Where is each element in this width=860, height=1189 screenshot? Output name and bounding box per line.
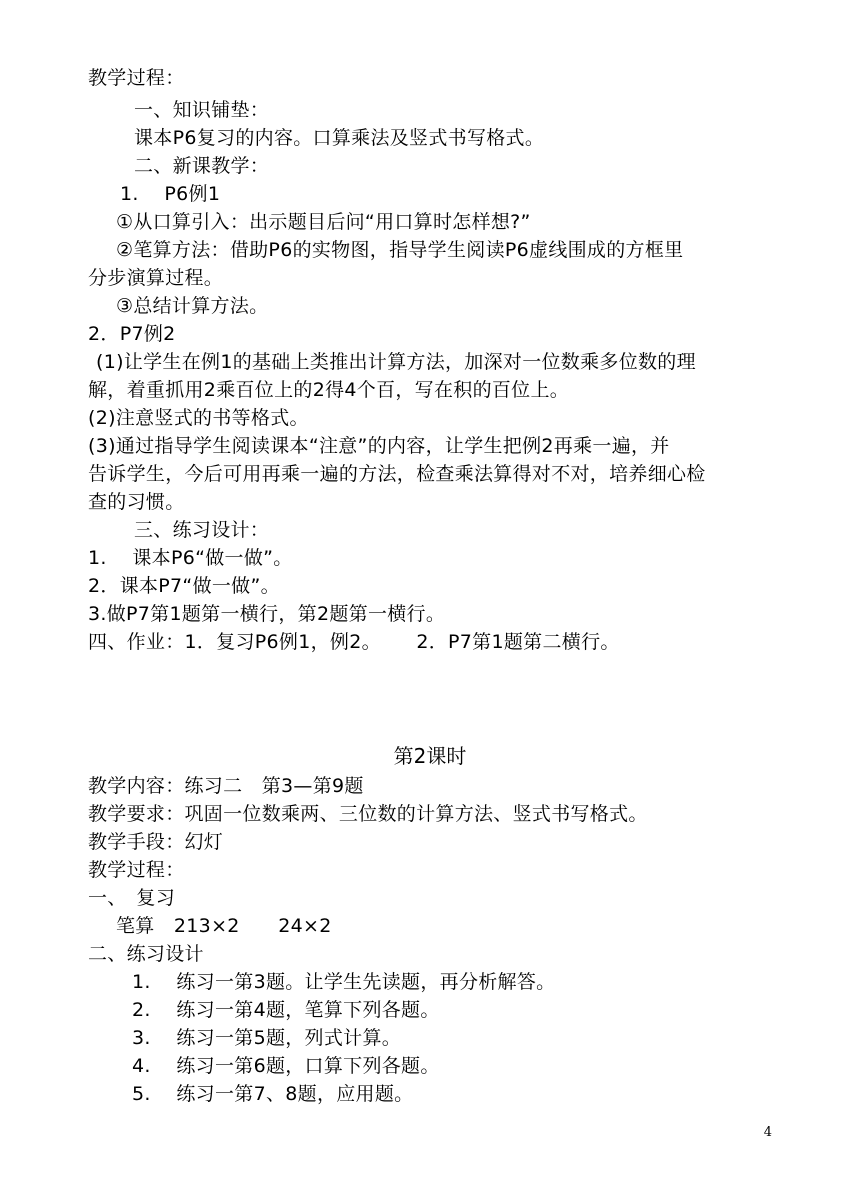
homework: 四、作业：1．复习P6例1，例2。 2．P7第1题第二横行。 <box>88 631 620 653</box>
item2-c-line2: 告诉学生，今后可用再乘一遍的方法，检查乘法算得对不对，培养细心检 <box>88 463 706 485</box>
item2-a-line2: 解，着重抓用2乘百位上的2得4个百，写在积的百位上。 <box>88 379 570 401</box>
part1-heading: 一、知识铺垫： <box>134 99 270 121</box>
item2: 2．P7例2 <box>88 323 176 345</box>
exercise-2: 2．课本P7“做一做”。 <box>88 575 280 597</box>
practice-item: 4. 练习一第6题，口算下列各题。 <box>132 1055 440 1077</box>
practice-item: 5. 练习一第7、8题，应用题。 <box>132 1083 414 1105</box>
item2-a-line1: (1)让学生在例1的基础上类推出计算方法，加深对一位数乘多位数的理 <box>96 351 696 373</box>
teaching-requirement: 教学要求：巩固一位数乘两、三位数的计算方法、竖式书写格式。 <box>88 803 648 825</box>
practice-item: 1. 练习一第3题。让学生先读题，再分析解答。 <box>132 971 556 993</box>
practice-heading: 二、练习设计 <box>88 943 204 965</box>
review-items: 笔算 213×2 24×2 <box>116 915 332 937</box>
practice-item: 2. 练习一第4题，笔算下列各题。 <box>132 999 440 1021</box>
item1-b-line2: 分步演算过程。 <box>88 267 224 289</box>
part1-text: 课本P6复习的内容。口算乘法及竖式书写格式。 <box>134 127 545 149</box>
exercise-3: 3.做P7第1题第一横行，第2题第一横行。 <box>88 603 446 625</box>
practice-item: 3. 练习一第5题，列式计算。 <box>132 1027 402 1049</box>
item1: 1. P6例1 <box>120 183 221 205</box>
exercise-1: 1. 课本P6“做一做”。 <box>88 547 293 569</box>
item2-b: (2)注意竖式的书等格式。 <box>88 407 309 429</box>
item1-c: ③总结计算方法。 <box>116 295 269 317</box>
section-heading: 教学过程： <box>88 67 185 89</box>
teaching-process: 教学过程： <box>88 859 185 881</box>
item2-c-line3: 查的习惯。 <box>88 491 185 513</box>
review-heading: 一、 复习 <box>88 887 176 909</box>
teaching-content: 教学内容：练习二 第3—第9题 <box>88 775 364 797</box>
page-number: 4 <box>763 1125 772 1140</box>
part2-heading: 二、新课教学： <box>134 155 270 177</box>
part3-heading: 三、练习设计： <box>134 519 270 541</box>
teaching-means: 教学手段：幻灯 <box>88 831 224 853</box>
item2-c-line1: (3)通过指导学生阅读课本“注意”的内容，让学生把例2再乘一遍，并 <box>88 435 670 457</box>
item1-b-line1: ②笔算方法：借助P6的实物图，指导学生阅读P6虚线围成的方框里 <box>116 239 684 261</box>
item1-a: ①从口算引入：出示题目后问“用口算时怎样想?” <box>116 211 531 233</box>
lesson-title: 第2课时 <box>393 744 467 768</box>
